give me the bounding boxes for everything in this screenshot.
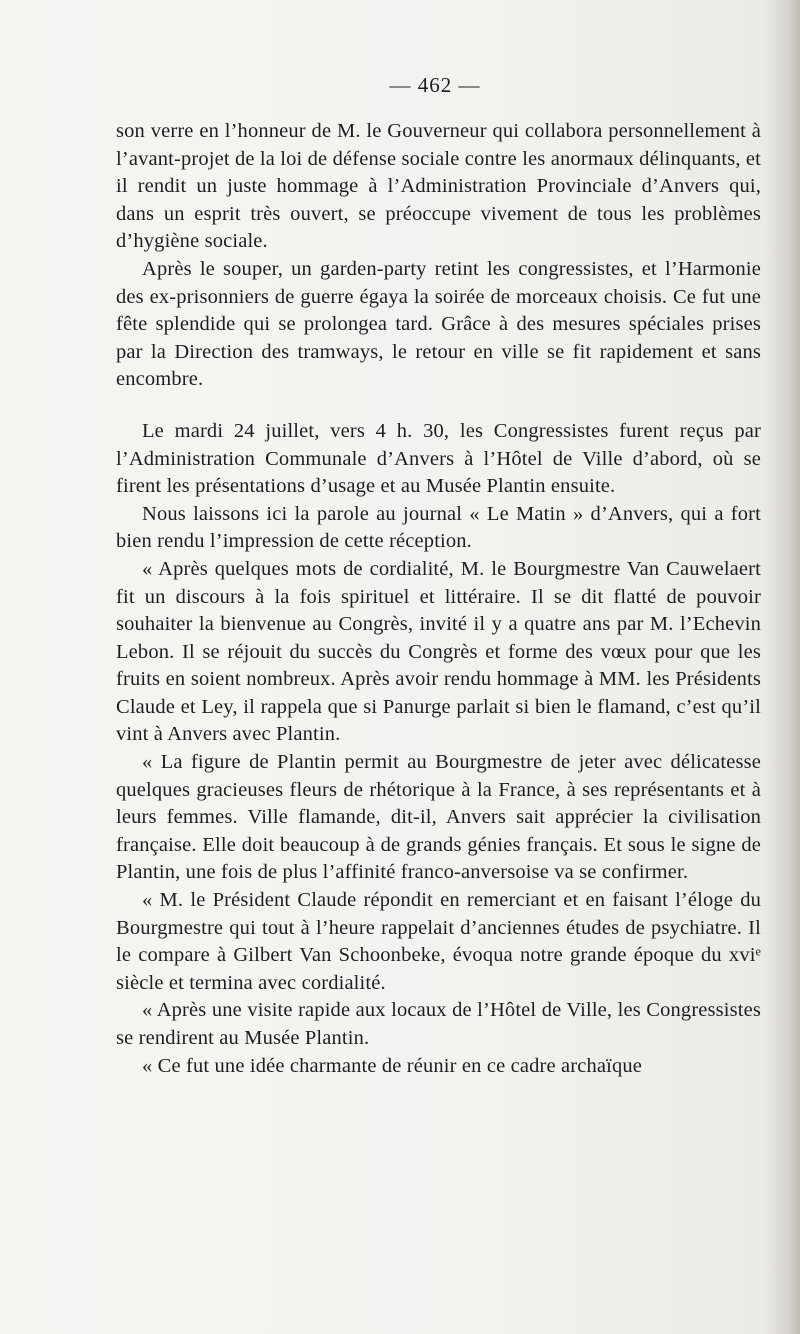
paragraph-mardi-24-juillet: Le mardi 24 juillet, vers 4 h. 30, les Congressistes furent reçus par l’Administration Communale d’Anvers à l’Hôtel de Ville d’abord, où se firent les présentations d’usage et au Musée Plantin ensuite. [116,419,761,498]
paragraph-idee-charmante: « Ce fut une idée charmante de réunir en ce cadre archaïque [142,1054,643,1077]
paragraph-continuation: son verre en l’honneur de M. le Gouverneur qui collabora personnellement à l’avant-projet de la loi de défense sociale contre les anormaux délinquants, et il rendit un juste hommage à l’Administration Provinciale d’Anvers qui, dans un esprit très ouvert, se préoccupe vivement de tous les problèmes d’hygiène sociale. [116,120,761,253]
paragraph-bourgmestre-discours: « Après quelques mots de cordialité, M. le Bourgmestre Van Cauwelaert fit un discours à la fois spirituel et littéraire. Il se dit flatté de pouvoir souhaiter la bienvenue au Congrès, invité il y a quatre ans par M. l’Echevin Lebon. Il se réjouit du succès du Congrès et forme des vœux pour que les fruits en soient nombreux. Après avoir rendu hommage à MM. les Présidents Claude et Ley, il rappela que si Panurge parlait si bien le flamand, c’est qu’il vint à Anvers avec Plantin. [116,557,761,746]
body-text [116,118,761,1080]
paragraph-figure-plantin: « La figure de Plantin permit au Bourgmestre de jeter avec délicatesse quelques gracieuses fleurs de rhétorique à la France, à ses représentants et à leurs femmes. Ville flamande, dit-il, Anvers sait apprécier la civilisation française. Elle doit beaucoup à de grands génies français. Et sous le signe de Plantin, une fois de plus l’affinité franco-anversoise va se confirmer. [116,751,761,884]
paragraph-visite-hotel-de-ville: « Après une visite rapide aux locaux de l’Hôtel de Ville, les Congressistes se rendirent au Musée Plantin. [116,999,761,1049]
paragraph-president-claude: « M. le Président Claude répondit en remerciant et en faisant l’éloge du Bourgmestre qui tout à l’heure rappelait d’anciennes études de psychiatre. Il le compare à Gilbert Van Schoonbeke, évoqua notre grande époque du xviᵉ siècle et termina avec cordialité. [116,889,761,994]
paragraph-garden-party: Après le souper, un garden-party retint les congressistes, et l’Harmonie des ex-prisonniers de guerre égaya la soirée de morceaux choisis. Ce fut une fête splendide qui se prolongea tard. Grâce à des mesures spéciales prises par la Direction des tramways, le retour en ville se fit rapidement et sans encombre. [116,257,761,391]
page-number: — 462 — [389,73,481,97]
paragraph-le-matin: Nous laissons ici la parole au journal « Le Matin » d’Anvers, qui a fort bien rendu l’impression de cette réception. [116,502,761,553]
page-edge-shadow [762,0,800,1334]
